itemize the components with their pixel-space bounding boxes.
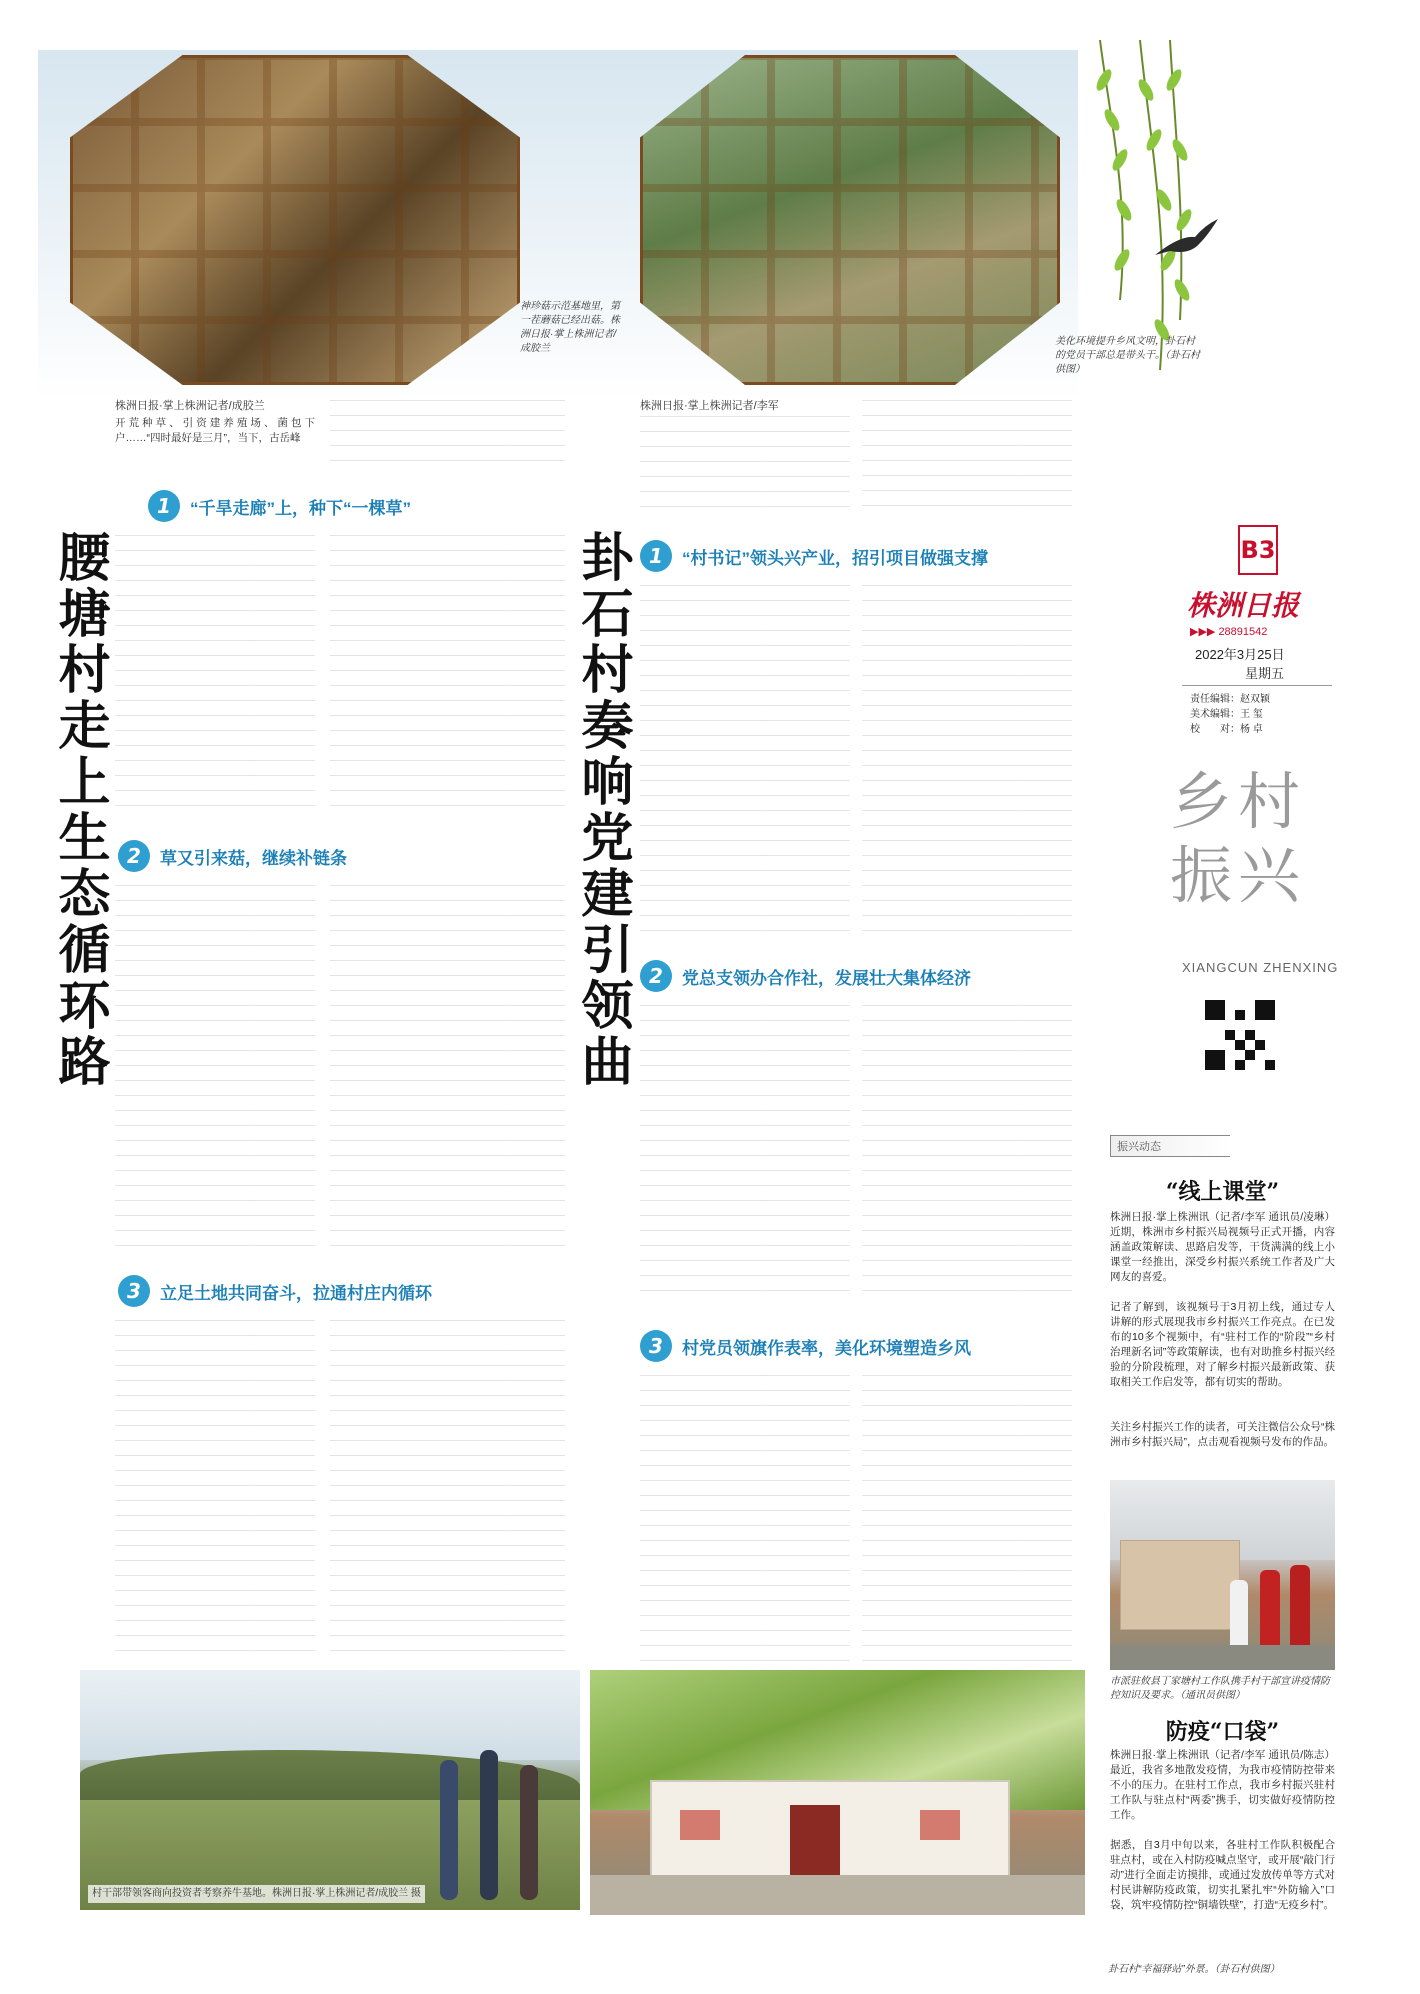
sidebar-tag [1110, 1135, 1230, 1157]
section-title: 村党员领旗作表率，美化环境塑造乡风 [682, 1338, 971, 1358]
right-s1-col-b [862, 585, 1072, 940]
left-lead: 开荒种草、引资建养殖场、菌包下户……“四时最好是三月”，当下，古岳峰 [115, 417, 315, 444]
section-number: 2 [640, 960, 672, 992]
left-s3-col-a [115, 1320, 315, 1660]
left-headline: 腰塘村走上生态循环路 [49, 530, 110, 1090]
section-number: 1 [640, 540, 672, 572]
qr-code-icon[interactable] [1205, 1000, 1275, 1070]
right-section-3 [640, 1330, 971, 1362]
right-s3-col-b [862, 1375, 1072, 1675]
left-bottom-photo-caption: 村干部带领客商向投资者考察养牛基地。株洲日报·掌上株洲记者/成胶兰 摄 [88, 1885, 425, 1903]
sidebar-article1-body3: 关注乡村振兴工作的读者，可关注微信公众号“株洲市乡村振兴局”，点击观看视频号发布的作品。 [1110, 1421, 1335, 1448]
right-s1-col-a [640, 585, 850, 940]
section-number: 3 [640, 1330, 672, 1362]
left-s1-col-a [115, 535, 315, 820]
editor-credit: 责任编辑：赵双颖 [1190, 694, 1270, 705]
right-s3-col-a [640, 1375, 850, 1675]
section-number: 1 [148, 490, 180, 522]
sidebar-article2-body: 株洲日报·掌上株洲讯（记者/李军 通讯员/陈志）最近，我省多地散发疫情，为我市疫情防控带来不小的压力。在驻村工作点，我市乡村振兴驻村工作队与驻点村“两委”携手，切实做好疫情防控工作。 [1110, 1749, 1335, 1821]
paper-phone [1190, 625, 1267, 638]
section-title: 立足土地共同奋斗，拉通村庄内循环 [160, 1283, 432, 1303]
page-number-box [1238, 525, 1278, 575]
left-s2-col-b [330, 885, 565, 1255]
right-bottom-photo-caption: 卦石村“幸福驿站”外景。（卦石村供图） [1108, 1964, 1280, 1975]
right-s2-col-b [862, 1005, 1072, 1305]
left-top-photo-caption: 神珍菇示范基地里，第一茬蘑菇已经出菇。株洲日报·掌上株洲记者/成胶兰 [520, 301, 620, 354]
right-lead-col-a [640, 416, 850, 521]
phone-arrow-icon: ▶▶▶ [1190, 626, 1219, 638]
section-number: 2 [118, 840, 150, 872]
masthead-divider [1182, 685, 1332, 686]
page-number: B3 [1240, 536, 1276, 564]
epidemic-prevention-photo [1110, 1480, 1335, 1670]
section-title-cn: 乡村振兴 [1170, 765, 1307, 912]
sidebar-article1-body2: 记者了解到，该视频号于3月初上线，通过专人讲解的形式展现我市乡村振兴工作亮点。在已发布的10多个视频中，有“驻村工作的“阶段”“乡村治理新名词”等政策解读，也有对助推乡村振兴经验的分阶段梳理，对了解乡村振兴最新政策、获取相关工作启发等，都有切实的帮助。 [1110, 1301, 1335, 1388]
left-byline: 株洲日报·掌上株洲记者/成胶兰 [115, 400, 265, 412]
left-s3-col-b [330, 1320, 565, 1660]
left-body-col-a [330, 400, 565, 472]
section-title: 草又引来菇，继续补链条 [160, 848, 347, 868]
section-title-pinyin: XIANGCUN ZHENXING [1182, 960, 1339, 975]
sidebar-article1-title: “线上课堂” [1165, 1179, 1280, 1205]
sidebar-article2-body2: 据悉，自3月中旬以来，各驻村工作队积极配合驻点村，或在入村防疫喊点坚守，或开展“敲门行动”进行全面走访摸排，或通过发放传单等方式对村民讲解防疫政策，切实扎紧扎牢“外防输入”口袋，筑牢疫情防控“铜墙铁壁”，打造“无疫乡村”。 [1110, 1839, 1335, 1911]
sidebar-photo-caption: 市派驻攸县丁家塘村工作队携手村干部宣讲疫情防控知识及要求。（通讯员供图） [1110, 1676, 1330, 1701]
right-lead-col-b [862, 400, 1072, 520]
left-section-1 [148, 490, 411, 522]
right-headline: 卦石村奏响党建引领曲 [572, 530, 633, 1090]
section-title: “千旱走廊”上，种下“一棵草” [190, 498, 411, 518]
mushroom-base-photo [70, 55, 520, 385]
sidebar-tag-label: 振兴动态 [1117, 1141, 1161, 1153]
phone-number: 28891542 [1218, 626, 1268, 638]
sidebar-article1-body: 株洲日报·掌上株洲讯（记者/李军 通讯员/凌琳）近期，株洲市乡村振兴局视频号正式开播，内容涵盖政策解读、思路启发等，干货满满的线上小课堂一经推出，深受乡村振兴系统工作者及广大网友的喜爱。 [1110, 1211, 1335, 1283]
issue-weekday: 星期五 [1245, 666, 1285, 681]
designer-credit: 美术编辑：王 玺 [1190, 709, 1263, 720]
proof-credit: 校 对：杨 卓 [1190, 724, 1263, 735]
right-s2-col-a [640, 1005, 850, 1305]
left-section-2 [118, 840, 347, 872]
happiness-station-photo [590, 1670, 1085, 1915]
issue-date: 2022年3月25日 [1195, 647, 1285, 662]
right-byline: 株洲日报·掌上株洲记者/李军 [640, 400, 779, 412]
swallow-icon [1150, 215, 1220, 265]
section-title: “村书记”领头兴产业，招引项目做强支撑 [682, 548, 988, 568]
paper-logo: 株洲日报 [1187, 589, 1300, 622]
environment-cleanup-photo [640, 55, 1060, 385]
right-section-2 [640, 960, 971, 992]
right-section-1 [640, 540, 988, 572]
sidebar-article2-title: 防疫“口袋” [1165, 1719, 1280, 1745]
cattle-base-visit-photo [80, 1670, 580, 1910]
left-s1-col-b [330, 535, 565, 820]
section-number: 3 [118, 1275, 150, 1307]
left-section-3 [118, 1275, 432, 1307]
section-title: 党总支领办合作社，发展壮大集体经济 [682, 968, 971, 988]
left-s2-col-a [115, 885, 315, 1255]
right-top-photo-caption: 美化环境提升乡风文明，卦石村的党员干部总是带头干。（卦石村供图） [1055, 336, 1200, 375]
